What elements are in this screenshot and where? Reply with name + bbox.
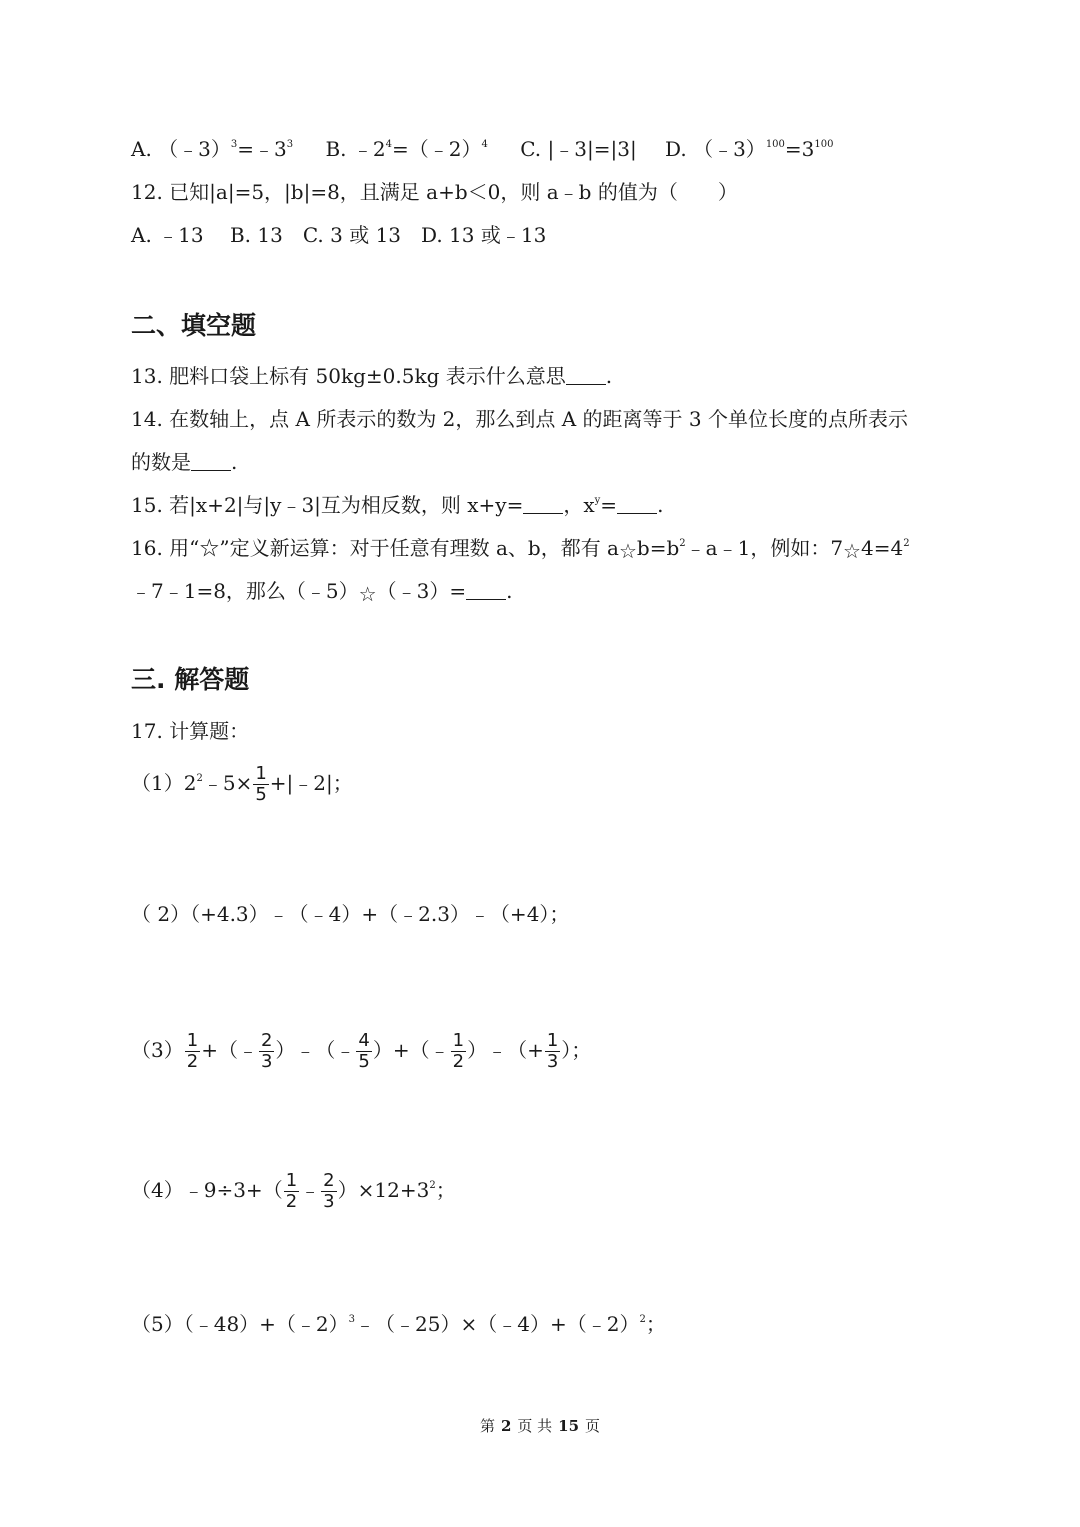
text: . — [605, 364, 613, 388]
fraction — [284, 1171, 299, 1212]
text: =3 — [784, 137, 815, 161]
text: ）﹣（﹣ — [275, 1038, 356, 1062]
q11-option-d: D. （﹣3） — [665, 137, 766, 161]
text: （4）﹣9÷3+（ — [131, 1178, 283, 1202]
text: 2 — [285, 1191, 298, 1212]
text: ﹣5× — [202, 771, 253, 795]
q12-options: A. ﹣13 B. 13 C. 3 或 13 D. 13 或﹣13 — [131, 223, 547, 247]
text: ）； — [561, 1038, 592, 1062]
q17-part-4 — [131, 1170, 970, 1212]
sup: 4 — [481, 139, 488, 150]
sup: 3 — [230, 139, 238, 150]
sup: 2 — [639, 1314, 646, 1325]
text: ）﹣（+ — [467, 1038, 544, 1062]
num: 1 — [255, 763, 267, 784]
q17-part-2: （ 2）（+4.3）﹣（﹣4）+（﹣2.3）﹣（+4）； — [131, 902, 570, 926]
q17-part-3 — [131, 1030, 970, 1072]
sup: 100 — [765, 139, 785, 150]
fraction — [253, 764, 268, 805]
sup: 3 — [348, 1314, 356, 1325]
text: 13. 肥料口袋上标有 50kg±0.5kg 表示什么意思 — [131, 364, 566, 388]
text: ）+（﹣ — [372, 1038, 450, 1062]
sup: y — [594, 495, 601, 506]
text: 5 — [255, 784, 267, 805]
text: 页 共 — [517, 1417, 553, 1435]
text: （3） — [131, 1038, 184, 1062]
text: 5 — [358, 1051, 370, 1072]
text: 3 — [323, 1191, 335, 1212]
num: 2 — [260, 1030, 273, 1051]
text: =（﹣2） — [392, 137, 482, 161]
answer-blank[interactable] — [191, 452, 231, 471]
section-2-title: 二、填空题 — [131, 311, 257, 340]
text: 3 — [546, 1051, 559, 1072]
sup: 3 — [286, 139, 294, 150]
q13 — [131, 361, 970, 391]
sup: 100 — [814, 139, 834, 150]
section-3-title: 三. 解答题 — [131, 665, 250, 694]
num: 1 — [452, 1030, 465, 1051]
text: 的数是 — [131, 450, 191, 474]
fraction — [259, 1031, 274, 1072]
text: ，x — [563, 493, 595, 517]
text: （1）2 — [131, 771, 197, 795]
q17-part-5 — [131, 1309, 970, 1339]
text: ﹣a﹣1，例如：7 — [685, 536, 844, 560]
text: b=b — [636, 536, 680, 560]
text: ﹣7﹣1=8，那么（﹣5） — [131, 579, 359, 603]
num: 1 — [546, 1030, 559, 1051]
q14-line-1: 14. 在数轴上，点 A 所表示的数为 2，那么到点 A 的距离等于 3 个单位长度的点所表示 — [131, 407, 909, 431]
q11-option-b: B. ﹣2 — [325, 137, 386, 161]
fraction — [356, 1031, 371, 1072]
text: 3 — [260, 1051, 273, 1072]
q11-options — [131, 134, 970, 164]
text: 15. 若|x+2|与|y﹣3|互为相反数，则 x+y= — [131, 493, 524, 517]
text: 页 — [585, 1417, 601, 1435]
text: ； — [435, 1178, 456, 1202]
answer-blank[interactable] — [566, 366, 606, 385]
text: （5）（﹣48）+（﹣2） — [131, 1312, 349, 1336]
text: +（﹣ — [201, 1038, 258, 1062]
text: ）×12+3 — [337, 1178, 430, 1202]
text: = — [600, 493, 618, 517]
num: 1 — [186, 1030, 199, 1051]
star-operator-icon: ☆ — [618, 539, 637, 563]
fraction — [451, 1031, 466, 1072]
q15 — [131, 490, 970, 520]
fraction — [545, 1031, 560, 1072]
text: . — [657, 493, 664, 517]
num: 2 — [323, 1170, 335, 1191]
star-operator-icon: ☆ — [843, 539, 861, 563]
q12-stem: 12. 已知|a|=5，|b|=8，且满足 a+b＜0，则 a﹣b 的值为（ ） — [131, 180, 738, 204]
sup: 2 — [903, 538, 910, 549]
text: =﹣3 — [237, 137, 287, 161]
text: ； — [645, 1312, 666, 1336]
text: +|﹣2|； — [269, 771, 353, 795]
fraction — [321, 1171, 336, 1212]
answer-blank[interactable] — [617, 495, 657, 514]
text: （﹣3）= — [376, 579, 467, 603]
text: 16. 用“☆”定义新运算：对于任意有理数 a、b，都有 a — [131, 536, 619, 560]
text: ﹣ — [300, 1178, 321, 1202]
fraction — [185, 1031, 200, 1072]
sup: 2 — [679, 538, 686, 549]
text: . — [506, 579, 513, 603]
num: 4 — [358, 1030, 370, 1051]
page-footer — [0, 1415, 1080, 1437]
answer-blank[interactable] — [523, 495, 563, 514]
text: . — [231, 450, 238, 474]
sup: 4 — [385, 139, 392, 150]
q16-line-1 — [131, 533, 970, 563]
text: 4=4 — [860, 536, 904, 560]
text: ﹣（﹣25）×（﹣4）+（﹣2） — [355, 1312, 640, 1336]
answer-blank[interactable] — [466, 581, 506, 600]
page-total: 15 — [558, 1417, 580, 1435]
q17-stem: 17. 计算题： — [131, 719, 250, 743]
q16-line-2 — [131, 576, 970, 606]
q14-line-2 — [131, 447, 970, 477]
text: 2 — [186, 1051, 199, 1072]
star-operator-icon: ☆ — [358, 582, 377, 606]
text: 2 — [452, 1051, 465, 1072]
sup: 2 — [196, 773, 203, 784]
q17-part-1 — [131, 763, 970, 805]
sup: 2 — [429, 1180, 436, 1191]
q11-option-a: A. （﹣3） — [131, 137, 231, 161]
q11-option-c: C. |﹣3|=|3| — [520, 137, 637, 161]
num: 1 — [285, 1170, 298, 1191]
text: 第 — [479, 1417, 495, 1435]
page-number: 2 — [500, 1417, 512, 1435]
